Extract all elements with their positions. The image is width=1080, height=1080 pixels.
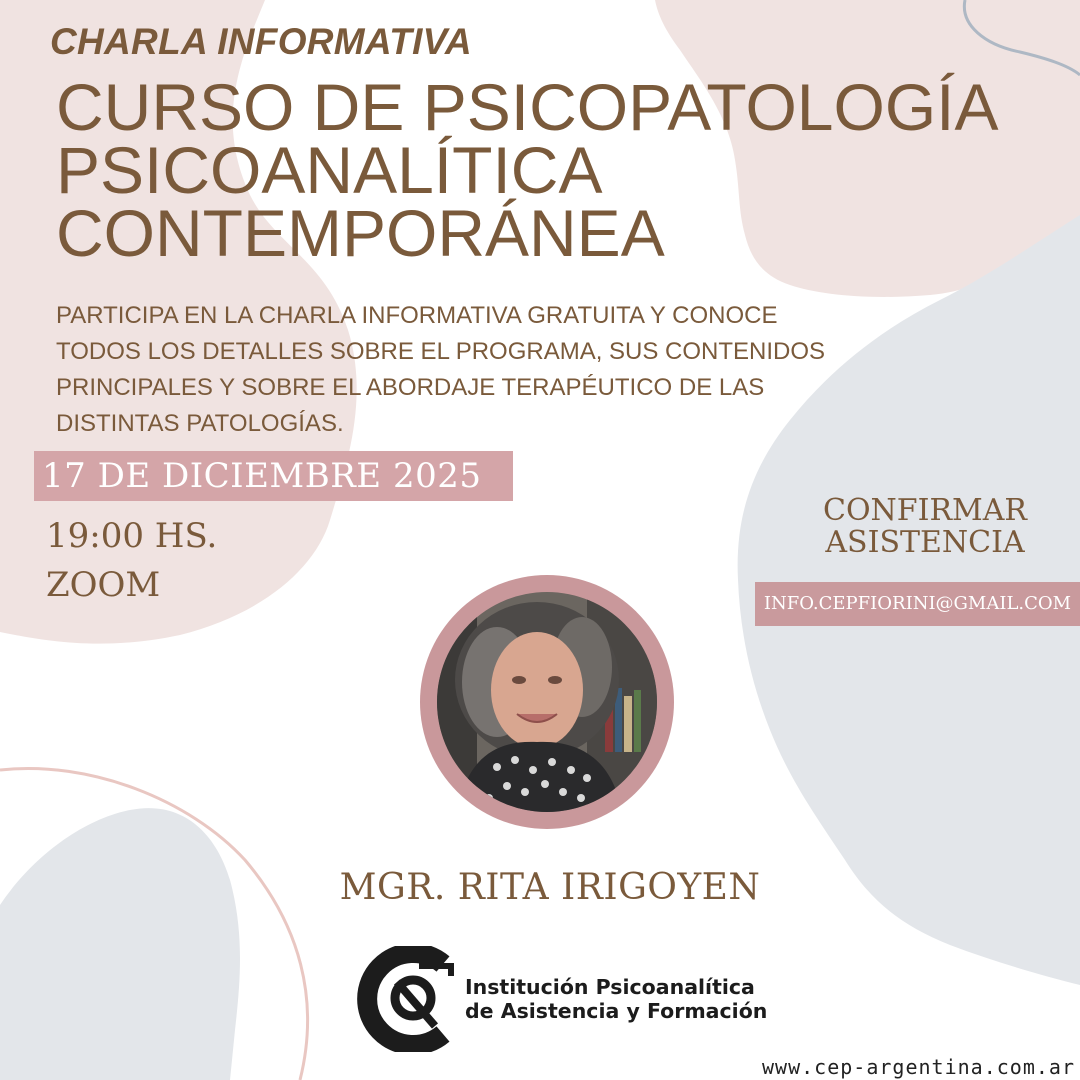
- description-line: DISTINTAS PATOLOGÍAS.: [56, 410, 344, 437]
- course-title-line: CONTEMPORÁNEA: [56, 196, 665, 270]
- institution-name-line: de Asistencia y Formación: [465, 999, 768, 1023]
- description-line: PARTICIPA EN LA CHARLA INFORMATIVA GRATUITA Y CONOCE: [56, 302, 778, 329]
- institution-name-line: Institución Psicoanalítica: [465, 975, 755, 999]
- blue-blob-left: [0, 808, 240, 1080]
- speaker-name: MGR. RITA IRIGOYEN: [339, 867, 761, 908]
- course-title: [56, 70, 1056, 270]
- event-time: 19:00 HS.: [46, 516, 218, 556]
- website-link[interactable]: www.cep-argentina.com.ar: [762, 1055, 1075, 1079]
- description-line: PRINCIPALES Y SOBRE EL ABORDAJE TERAPÉUTICO DE LAS: [56, 374, 765, 401]
- description-line: TODOS LOS DETALLES SOBRE EL PROGRAMA, SUS CONTENIDOS: [56, 338, 826, 365]
- rsvp-email[interactable]: INFO.CEPFIORINI@GMAIL.COM: [763, 593, 1072, 614]
- rsvp-label-line: CONFIRMAR: [822, 493, 1028, 528]
- event-platform: ZOOM: [46, 565, 161, 605]
- course-title-line: CURSO DE PSICOPATOLOGÍA: [56, 70, 999, 144]
- eyebrow-label: CHARLA INFORMATIVA: [50, 21, 472, 62]
- description: [56, 298, 906, 442]
- institution-name: [465, 975, 795, 1023]
- speaker-portrait-icon: [437, 592, 657, 812]
- speaker-photo: [437, 592, 657, 812]
- cep-logo-icon: [357, 946, 463, 1052]
- course-title-line: PSICOANALÍTICA: [56, 133, 603, 207]
- rsvp-label: [800, 495, 1050, 559]
- event-date: 17 DE DICIEMBRE 2025: [42, 456, 482, 496]
- rsvp-label-line: ASISTENCIA: [825, 525, 1025, 560]
